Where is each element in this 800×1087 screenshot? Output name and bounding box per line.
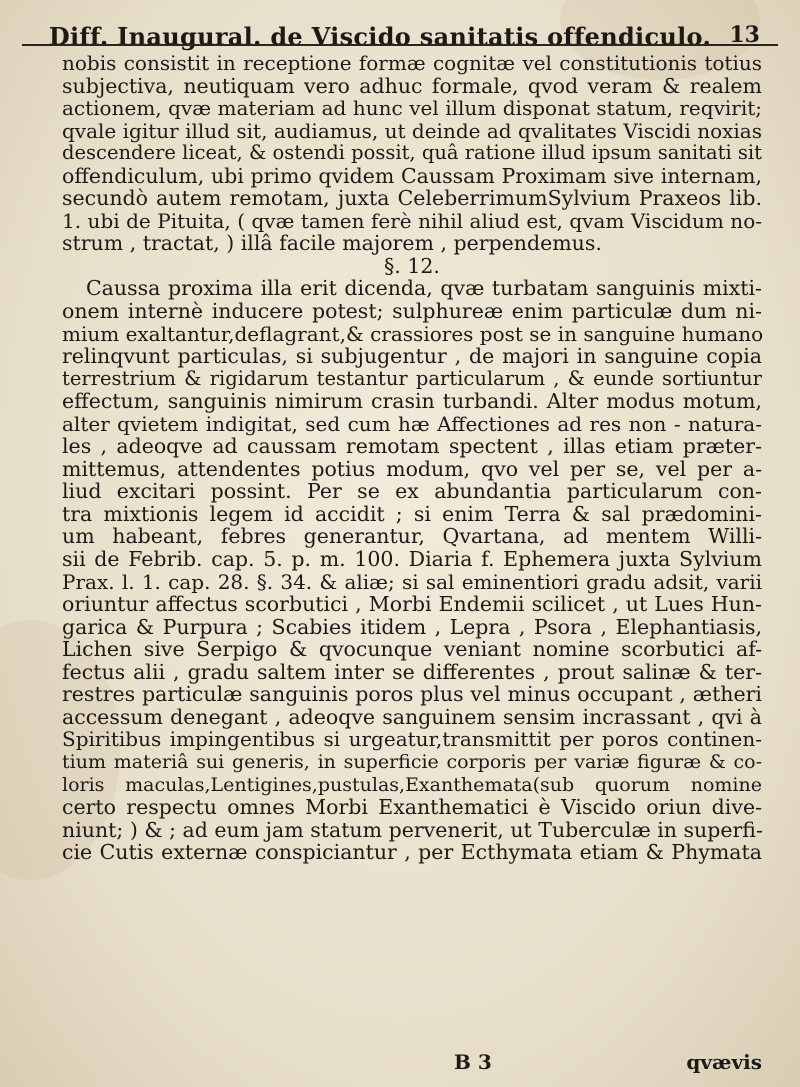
text-line: 1. ubi de Pituita, ( qvæ tamen ferè nihil aliud est, qvam Viscidum no-	[62, 208, 762, 233]
text-line: oriuntur affectus scorbutici , Morbi Endemii scilicet , ut Lues Hun-	[62, 592, 762, 617]
text-line: Lichen sive Serpigo & qvocunque veniant nomine scorbutici af-	[62, 637, 762, 662]
text-line: Caussa proxima illa erit dicenda, qvæ turbatam sanguinis mixti-	[86, 276, 762, 301]
header-rule	[22, 44, 778, 46]
page-number: 13	[729, 22, 760, 48]
running-head: Diff. Inaugural. de Viscido sanitatis offendiculo.	[48, 22, 712, 51]
text-line: certo respectu omnes Morbi Exanthematici è Viscido oriun dive-	[62, 795, 762, 820]
page-footer	[62, 1050, 762, 1076]
text-line: actionem, qvæ materiam ad hunc vel illum disponat statum, reqvirit;	[62, 96, 762, 121]
text-line: loris maculas,Lentigines,pustulas,Exanthemata(sub quorum nomine	[62, 773, 762, 796]
text-line: onem internè inducere potest; sulphureæ enim particulæ dum ni-	[62, 299, 762, 324]
text-line: niunt; ) & ; ad eum jam statum pervenerit, ut Tuberculæ in superfi-	[62, 817, 763, 842]
text-line: effectum, sanguinis nimirum crasin turbandi. Alter modus motum,	[62, 389, 762, 414]
text-line: sii de Febrib. cap. 5. p. m. 100. Diaria f. Ephemera juxta Sylvium	[62, 547, 762, 572]
text-line: subjectiva, neutiquam vero adhuc formale, qvod veram & realem	[62, 73, 762, 98]
text-line: mium exaltantur,deflagrant,& crassiores post se in sanguine humano	[62, 321, 764, 346]
text-line: tra mixtionis legem id accidit ; si enim Terra & sal prædomini-	[62, 501, 762, 526]
text-line: restres particulæ sanguinis poros plus vel minus occupant , ætheri	[62, 682, 762, 707]
text-line: tium materiâ sui generis, in superficie corporis per variæ figuræ & co-	[62, 750, 762, 773]
text-line: liud excitari possint. Per se ex abundantia particularum con-	[62, 479, 762, 504]
text-line: secundò autem remotam, juxta CeleberrimumSylvium Praxeos lib.	[62, 186, 762, 211]
signature-mark: B 3	[454, 1050, 492, 1074]
text-line: relinqvunt particulas, si subjugentur , de majori in sanguine copia	[62, 344, 762, 369]
text-line: Spiritibus impingentibus si urgeatur,transmittit per poros continen-	[62, 727, 762, 752]
section-number: §. 12.	[384, 253, 440, 278]
text-line: cie Cutis externæ conspiciantur , per Ecthymata etiam & Phymata	[62, 840, 762, 865]
text-line: mittemus, attendentes potius modum, qvo vel per se, vel per a-	[62, 456, 762, 481]
text-line: fectus alii , gradu saltem inter se differentes , prout salinæ & ter-	[62, 659, 762, 684]
page-header	[40, 14, 760, 54]
text-line: Prax. l. 1. cap. 28. §. 34. & aliæ; si sal eminentiori gradu adsit, varii	[62, 569, 762, 594]
catchword: qvævis	[686, 1050, 762, 1074]
text-line: strum , tractat, ) illâ facile majorem , perpendemus.	[62, 231, 602, 256]
text-line: qvale igitur illud sit, audiamus, ut deinde ad qvalitates Viscidi noxias	[62, 118, 762, 143]
body-text	[62, 52, 762, 864]
text-line: descendere liceat, & ostendi possit, quâ ratione illud ipsum sanitati sit	[62, 141, 762, 165]
text-line: les , adeoqve ad caussam remotam spectent , illas etiam præter-	[62, 434, 762, 459]
text-line: nobis consistit in receptione formæ cognitæ vel constitutionis totius	[62, 51, 762, 75]
text-line: accessum denegant , adeoqve sanguinem sensim incrassant , qvi à	[62, 704, 762, 729]
text-line: offendiculum, ubi primo qvidem Caussam Proximam sive internam,	[62, 163, 762, 188]
text-line: garica & Purpura ; Scabies itidem , Lepra , Psora , Elephantiasis,	[62, 614, 762, 639]
text-line: alter qvietem indigitat, sed cum hæ Affectiones ad res non - natura-	[62, 411, 762, 436]
text-line: terrestrium & rigidarum testantur particularum , & eunde sortiuntur	[62, 366, 762, 390]
text-line: um habeant, febres generantur, Qvartana, ad mentem Willi-	[62, 524, 762, 549]
